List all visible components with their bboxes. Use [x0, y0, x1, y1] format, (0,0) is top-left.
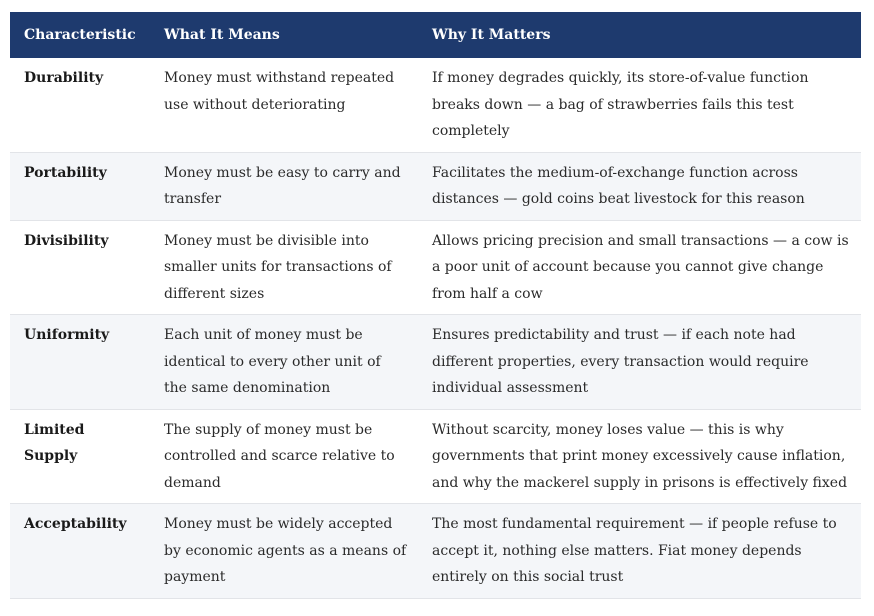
- why-it-matters-cell: Ensures predictability and trust — if each note had different properties, every transaction would require individual assessment: [418, 315, 861, 410]
- table-row: [10, 409, 861, 504]
- why-it-matters-cell: Without scarcity, money loses value — this is why governments that print money excessively cause inflation, and why the mackerel supply in prisons is effectively fixed: [418, 409, 861, 504]
- what-it-means-cell: Money must be widely accepted by economic agents as a means of payment: [150, 504, 418, 599]
- what-it-means-cell: Each unit of money must be identical to every other unit of the same denomination: [150, 315, 418, 410]
- table-row: [10, 58, 861, 152]
- what-it-means-cell: Money must be easy to carry and transfer: [150, 152, 418, 220]
- characteristic-cell: Acceptability: [10, 504, 150, 599]
- characteristic-cell: Divisibility: [10, 220, 150, 315]
- characteristic-cell: Portability: [10, 152, 150, 220]
- what-it-means-cell: Money must withstand repeated use without deteriorating: [150, 58, 418, 152]
- table-row: [10, 220, 861, 315]
- characteristics-of-money-table: [10, 12, 861, 599]
- what-it-means-cell: The supply of money must be controlled and scarce relative to demand: [150, 409, 418, 504]
- table-header-row: [10, 12, 861, 58]
- header-why-it-matters: Why It Matters: [432, 27, 551, 43]
- characteristic-cell: Durability: [10, 58, 150, 152]
- characteristic-cell: Limited Supply: [10, 409, 150, 504]
- why-it-matters-cell: Facilitates the medium-of-exchange function across distances — gold coins beat livestock for this reason: [418, 152, 861, 220]
- why-it-matters-cell: The most fundamental requirement — if people refuse to accept it, nothing else matters. Fiat money depends entirely on this social trust: [418, 504, 861, 599]
- characteristic-cell: Uniformity: [10, 315, 150, 410]
- what-it-means-cell: Money must be divisible into smaller units for transactions of different sizes: [150, 220, 418, 315]
- table-row: [10, 504, 861, 599]
- table-row: [10, 315, 861, 410]
- table-row: [10, 152, 861, 220]
- why-it-matters-cell: Allows pricing precision and small transactions — a cow is a poor unit of account because you cannot give change from half a cow: [418, 220, 861, 315]
- why-it-matters-cell: If money degrades quickly, its store-of-value function breaks down — a bag of strawberries fails this test completely: [418, 58, 861, 152]
- header-what-it-means: What It Means: [164, 27, 280, 43]
- header-characteristic: Characteristic: [24, 27, 136, 43]
